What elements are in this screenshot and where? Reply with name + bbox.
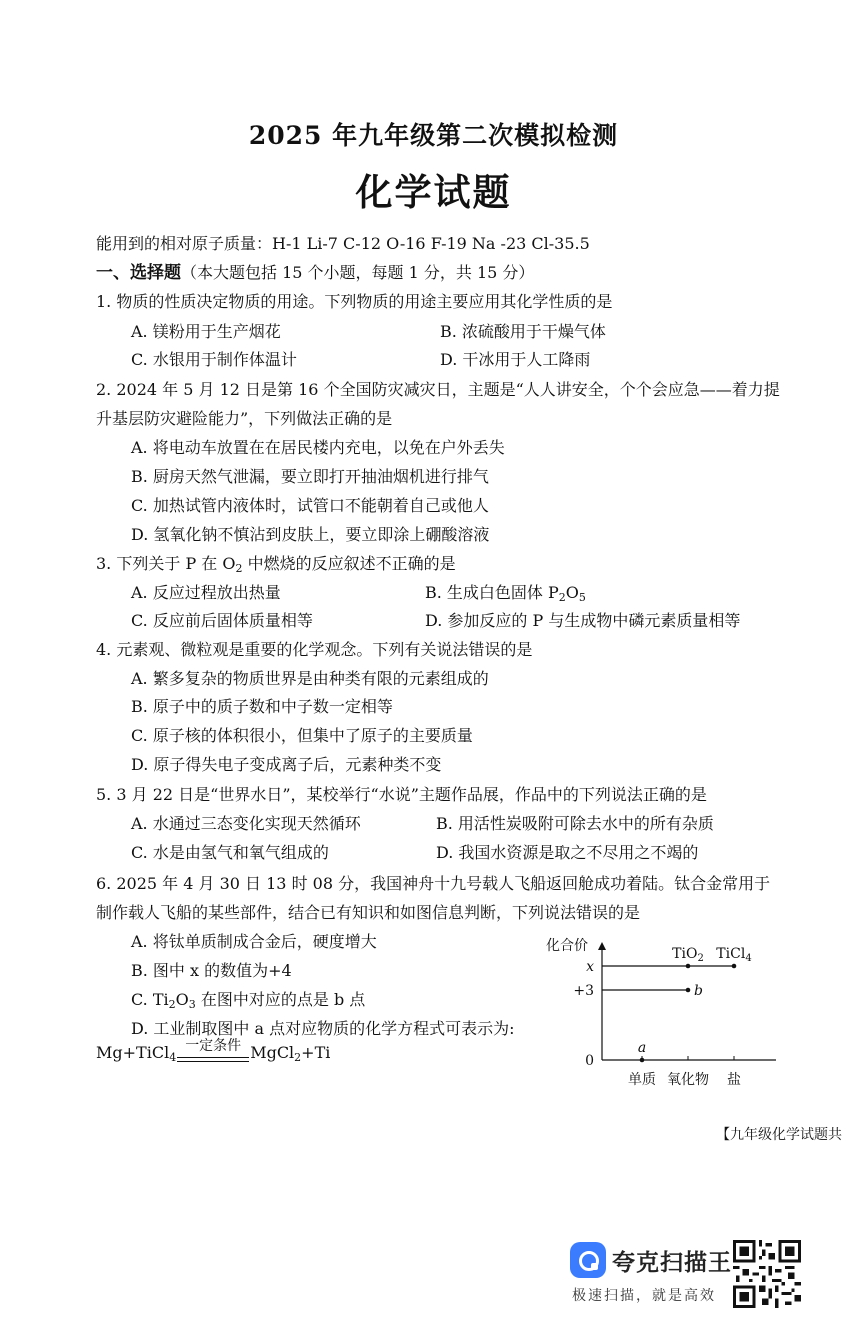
chart-y-tick-label: 0 bbox=[585, 1053, 594, 1069]
chart-x-tick-label: 氧化物 bbox=[667, 1072, 709, 1088]
chart-point-label-ticl4: TiCl$_4$ bbox=[716, 946, 752, 964]
q3-option-b: B. 生成白色固体 $P_2O_5$ bbox=[425, 583, 586, 604]
q1-option-d: D. 干冰用于人工降雨 bbox=[440, 350, 591, 369]
chart-y-arrow bbox=[598, 942, 606, 950]
chart-x-tick-label: 盐 bbox=[727, 1072, 741, 1088]
q6-option-a: A. 将钛单质制成合金后，硬度增大 bbox=[131, 932, 377, 951]
q4-stem: 4. 元素观、微粒观是重要的化学观念。下列有关说法错误的是 bbox=[96, 640, 533, 659]
brand-slogan: 极速扫描，就是高效 bbox=[572, 1288, 716, 1304]
exam-title: 2025 年九年级第二次模拟检测 bbox=[248, 121, 619, 150]
brand-name: 夸克扫描王 bbox=[612, 1250, 732, 1276]
subject-title: 化学试题 bbox=[355, 170, 512, 214]
chart-point-ticl4 bbox=[732, 964, 737, 969]
reaction-condition: 一定条件 bbox=[177, 1043, 249, 1063]
q6-equation: Mg+TiCl$_4$ 一定条件 MgCl$_2$+Ti bbox=[96, 1038, 331, 1064]
q5-option-a: A. 水通过三态变化实现天然循环 bbox=[131, 814, 361, 833]
quark-logo-icon bbox=[570, 1242, 606, 1278]
q2-option-b: B. 厨房天然气泄漏，要立即打开抽油烟机进行排气 bbox=[131, 467, 489, 486]
q3-option-c: C. 反应前后固体质量相等 bbox=[131, 611, 313, 630]
chart-point-tio2 bbox=[686, 964, 691, 969]
q3-option-a: A. 反应过程放出热量 bbox=[131, 583, 281, 602]
q5-option-c: C. 水是由氢气和氧气组成的 bbox=[131, 843, 329, 862]
q2-stem-line1: 2. 2024 年 5 月 12 日是第 16 个全国防灾减灾日，主题是“人人讲安全，个个会应急——着力提 bbox=[96, 380, 780, 399]
q4-option-d: D. 原子得失电子变成离子后，元素种类不变 bbox=[131, 755, 442, 774]
chart-point-a bbox=[640, 1058, 645, 1063]
chart-point-label-tio2: TiO$_2$ bbox=[672, 946, 704, 964]
q6-option-d: D. 工业制取图中 a 点对应物质的化学方程式可表示为: bbox=[131, 1019, 515, 1038]
atomic-masses: 能用到的相对原子质量：H-1 Li-7 C-12 O-16 F-19 Na -23 Cl-35.5 bbox=[96, 234, 590, 253]
qr-code-icon bbox=[733, 1240, 801, 1308]
q1-option-b: B. 浓硫酸用于干燥气体 bbox=[440, 322, 606, 341]
q4-option-a: A. 繁多复杂的物质世界是由种类有限的元素组成的 bbox=[131, 669, 489, 688]
chart-x-tick-label: 单质 bbox=[628, 1072, 656, 1088]
section-heading bbox=[96, 263, 534, 283]
q6-stem-line1: 6. 2025 年 4 月 30 日 13 时 08 分，我国神舟十九号载人飞船返回舱成功着陆。钛合金常用于 bbox=[96, 874, 771, 893]
q1-option-a: A. 镁粉用于生产烟花 bbox=[131, 322, 281, 341]
page-footer: 【九年级化学试题共 bbox=[716, 1127, 842, 1143]
q4-option-b: B. 原子中的质子数和中子数一定相等 bbox=[131, 697, 393, 716]
q6-stem-line2: 制作载人飞船的某些部件，结合已有知识和如图信息判断，下列说法错误的是 bbox=[96, 903, 641, 922]
q5-option-d: D. 我国水资源是取之不尽用之不竭的 bbox=[436, 843, 699, 862]
q4-option-c: C. 原子核的体积很小，但集中了原子的主要质量 bbox=[131, 726, 473, 745]
q2-option-c: C. 加热试管内液体时，试管口不能朝着自己或他人 bbox=[131, 496, 489, 515]
chart-point-b bbox=[686, 988, 691, 993]
chart-y-label: 化合价 bbox=[546, 938, 588, 954]
q6-option-b: B. 图中 x 的数值为+4 bbox=[131, 961, 292, 980]
q6-option-c: C. $Ti_2O_3$ 在图中对应的点是 b 点 bbox=[131, 990, 366, 1011]
chart-y-tick-label: +3 bbox=[573, 983, 594, 999]
chart-y-tick-label: x bbox=[586, 959, 594, 975]
section-title: 一、选择题 bbox=[96, 263, 181, 283]
chart-point-label-a: a bbox=[637, 1040, 647, 1056]
chart-point-label-b: b bbox=[694, 983, 703, 999]
q5-stem: 5. 3 月 22 日是“世界水日”，某校举行“水说”主题作品展，作品中的下列说法正确的是 bbox=[96, 785, 707, 804]
q2-option-d: D. 氢氧化钠不慎沾到皮肤上，要立即涂上硼酸溶液 bbox=[131, 525, 490, 544]
valence-chart bbox=[540, 930, 780, 1090]
q3-option-d: D. 参加反应的 P 与生成物中磷元素质量相等 bbox=[425, 611, 741, 630]
q2-option-a: A. 将电动车放置在在居民楼内充电，以免在户外丢失 bbox=[131, 438, 505, 457]
section-note: （本大题包括 15 个小题，每题 1 分，共 15 分） bbox=[181, 263, 535, 282]
q1-stem: 1. 物质的性质决定物质的用途。下列物质的用途主要应用其化学性质的是 bbox=[96, 292, 613, 311]
q1-option-c: C. 水银用于制作体温计 bbox=[131, 350, 297, 369]
q3-stem: 3. 下列关于 P 在 $O_2$ 中燃烧的反应叙述不正确的是 bbox=[96, 554, 456, 575]
q2-stem-line2: 升基层防灾避险能力”，下列做法正确的是 bbox=[96, 409, 393, 428]
q5-option-b: B. 用活性炭吸附可除去水中的所有杂质 bbox=[436, 814, 714, 833]
